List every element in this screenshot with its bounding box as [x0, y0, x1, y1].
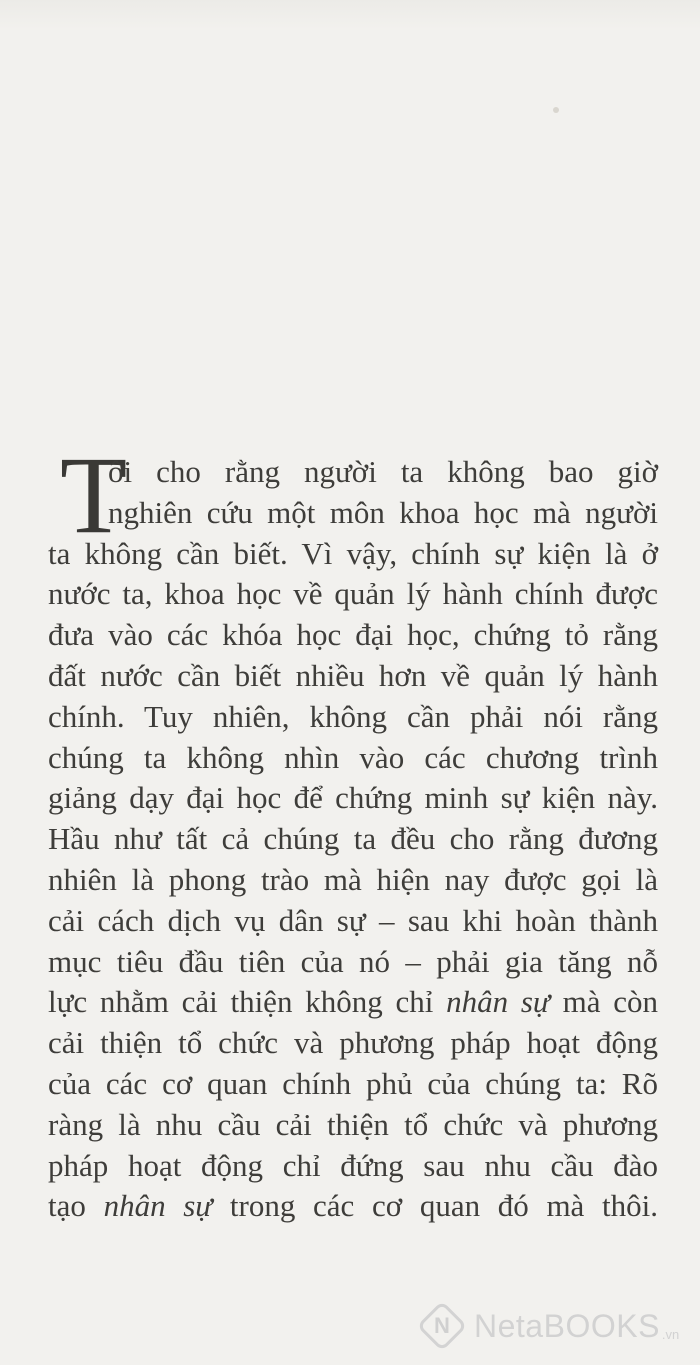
watermark-brand: NetaBOOKS: [474, 1307, 660, 1344]
text-run: lực nhằm cải thiện không chỉ: [48, 984, 447, 1020]
text-run: trong các cơ quan đó mà thôi.: [212, 1188, 658, 1224]
text-line: nghiên cứu một môn khoa học mà người: [108, 494, 658, 530]
text-line: giảng dạy đại học để chứng minh sự kiện này.: [48, 780, 658, 816]
logo-letter: N: [434, 1312, 450, 1338]
text-line: [48, 982, 658, 1023]
text-line: pháp hoạt động chỉ đứng sau nhu cầu đào: [48, 1147, 658, 1183]
text-line: chúng ta không nhìn vào các chương trình: [48, 739, 658, 775]
text-line: ôi cho rằng người ta không bao giờ: [108, 454, 658, 489]
text-line: nước ta, khoa học về quản lý hành chính được: [48, 576, 658, 612]
text-line: ràng là nhu cầu cải thiện tổ chức và phương: [48, 1106, 658, 1142]
text-line: ta không cần biết. Vì vậy, chính sự kiện là ở: [48, 535, 658, 571]
text-line: đất nước cần biết nhiều hơn về quản lý hành: [48, 657, 658, 693]
ghost-text: [596, 196, 696, 224]
text-line: của các cơ quan chính phủ của chúng ta: Rõ: [48, 1065, 658, 1101]
body-paragraph: [48, 452, 658, 1227]
text-run: mà còn: [549, 984, 658, 1020]
watermark-logo-icon: [417, 1301, 468, 1352]
text-line: cải thiện tổ chức và phương pháp hoạt động: [48, 1025, 658, 1061]
ghost-dot: [553, 107, 559, 113]
text-line: đưa vào các khóa học đại học, chứng tỏ rằng: [48, 617, 658, 653]
watermark: [418, 1300, 688, 1352]
text-line: mục tiêu đầu tiên của nó – phải gia tăng nỗ: [48, 943, 658, 979]
text-line: cải cách dịch vụ dân sự – sau khi hoàn thành: [48, 902, 658, 938]
text-line: chính. Tuy nhiên, không cần phải nói rằng: [48, 698, 658, 734]
page-edge: [0, 0, 700, 30]
text-run: tạo: [48, 1188, 104, 1224]
text-line: Hầu như tất cả chúng ta đều cho rằng đương: [48, 821, 658, 857]
italic-text: nhân sự: [446, 984, 550, 1020]
text-line: [48, 1186, 658, 1227]
watermark-suffix: .vn: [661, 1327, 680, 1342]
text-line: nhiên là phong trào mà hiện nay được gọi là: [48, 861, 658, 897]
italic-text: nhân sự: [103, 1188, 213, 1224]
drop-cap: T: [60, 434, 128, 556]
